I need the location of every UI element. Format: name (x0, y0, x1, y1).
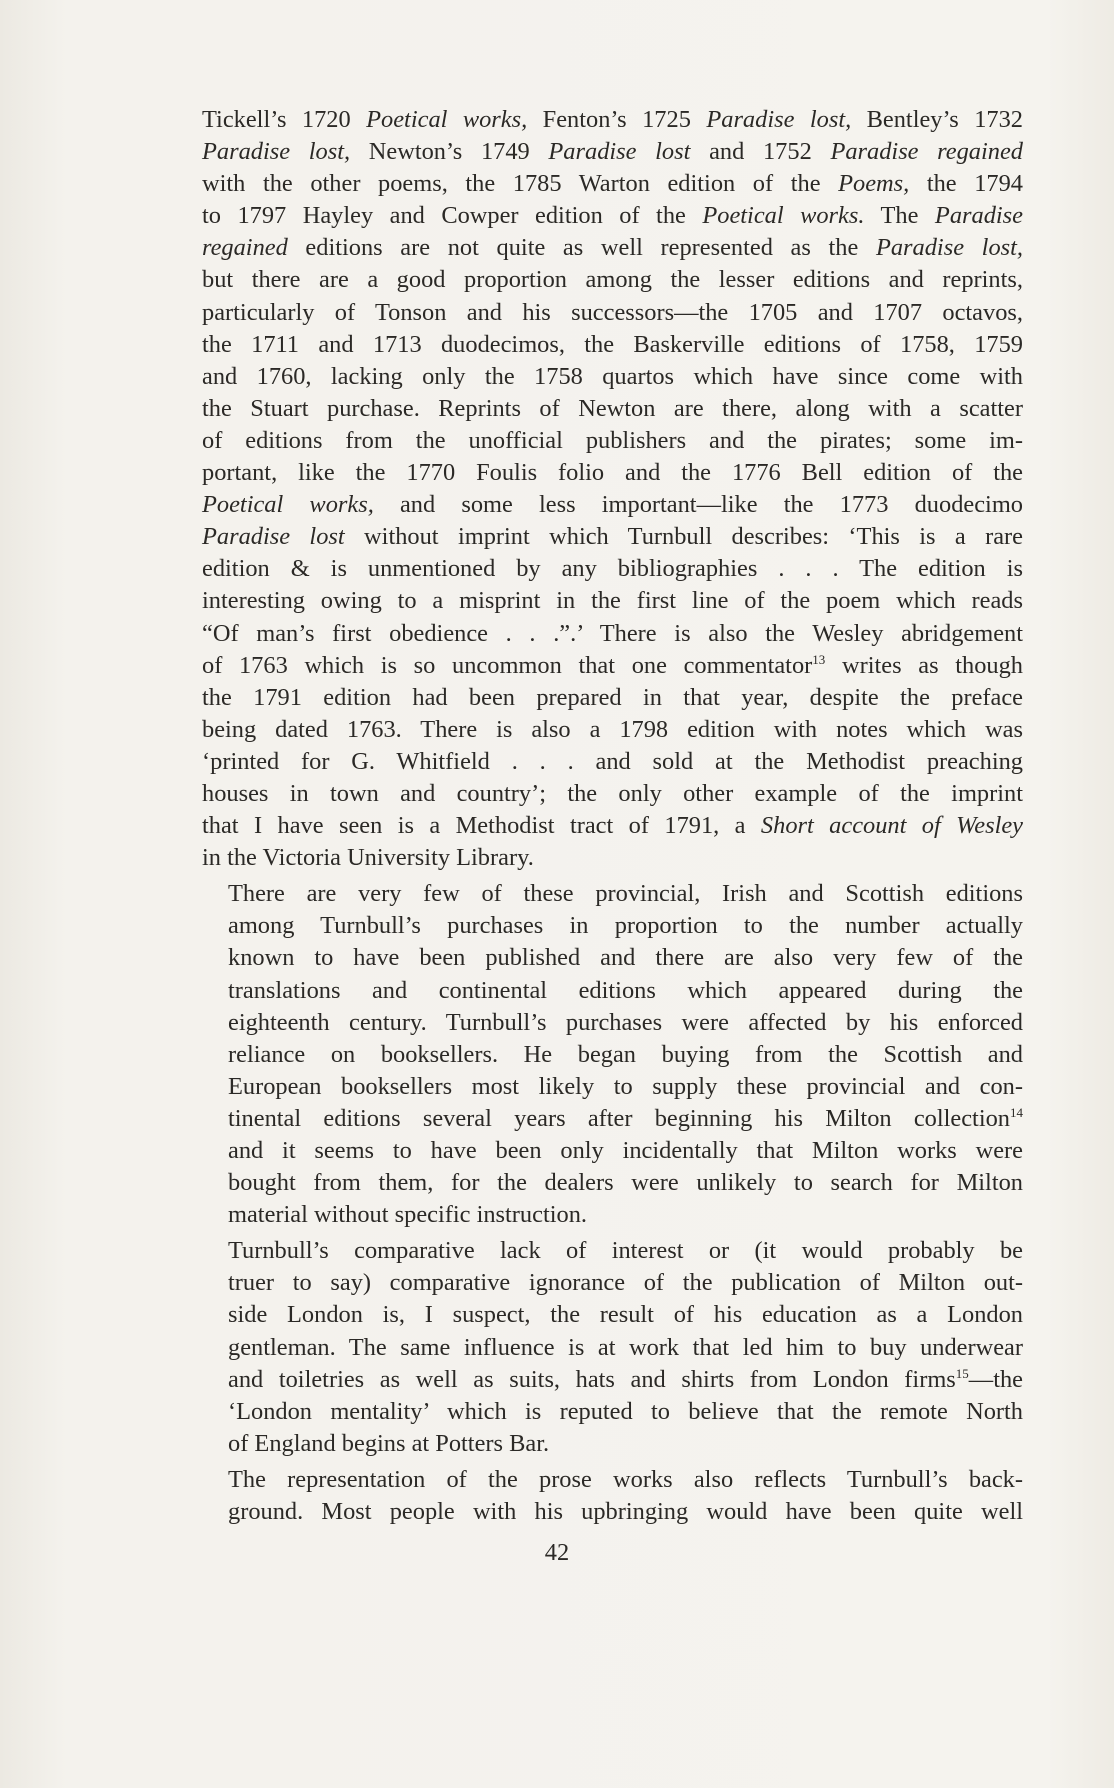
text-line: and it seems to have been only incidentally that Milton works were (228, 1137, 1023, 1164)
text-line: known to have been published and there are also very few of the (228, 944, 1023, 972)
text-line: interesting owing to a misprint in the first line of the poem which reads (202, 587, 1023, 615)
text-line: gentleman. The same influence is at work that led him to buy underwear (228, 1333, 1023, 1361)
body-text (202, 104, 1023, 1528)
text-line: truer to say) comparative ignorance of the publication of Milton out- (228, 1269, 1023, 1297)
text-line: translations and continental editions which appeared during the (228, 976, 1023, 1004)
text-line: reliance on booksellers. He began buying from the Scottish and (228, 1040, 1023, 1068)
text-line: with the other poems, the 1785 Warton edition of the Poems, the 1794 (202, 170, 1023, 198)
text-line: the Stuart purchase. Reprints of Newton are there, along with a scatter (202, 394, 1023, 422)
text-line: and 1760, lacking only the 1758 quartos which have since come with (202, 362, 1023, 390)
paragraph (202, 104, 1023, 874)
text-line: particularly of Tonson and his successors—the 1705 and 1707 octavos, (202, 298, 1023, 326)
text-line: material without specific instruction. (228, 1201, 587, 1229)
text-line: portant, like the 1770 Foulis folio and the 1776 Bell edition of the (202, 459, 1023, 487)
text-line: but there are a good proportion among the lesser editions and reprints, (202, 266, 1023, 294)
text-line: ground. Most people with his upbringing would have been quite well (228, 1498, 1023, 1526)
paragraph (202, 1235, 1023, 1460)
page-number: 42 (544, 1539, 570, 1566)
text-line: “Of man’s first obedience . . .”.’ There is also the Wesley abridgement (202, 619, 1023, 647)
text-line: to 1797 Hayley and Cowper edition of the Poetical works. The Paradise (202, 202, 1023, 230)
text-line: tinental editions several years after beginning his Milton collection$^{14}$ (228, 1104, 1023, 1132)
text-line: European booksellers most likely to supply these provincial and con- (228, 1072, 1023, 1100)
text-line: in the Victoria University Library. (202, 844, 534, 872)
text-line: edition & is unmentioned by any bibliographies . . . The edition is (202, 555, 1023, 583)
text-line: Paradise lost without imprint which Turnbull describes: ‘This is a rare (202, 523, 1023, 551)
text-line: being dated 1763. There is also a 1798 edition with notes which was (202, 715, 1023, 743)
text-line: of England begins at Potters Bar. (228, 1429, 550, 1457)
text-line: side London is, I suspect, the result of his education as a London (228, 1301, 1023, 1329)
text-line: houses in town and country’; the only other example of the imprint (202, 779, 1023, 807)
text-line: bought from them, for the dealers were unlikely to search for Milton (228, 1169, 1023, 1197)
text-line: the 1711 and 1713 duodecimos, the Baskerville editions of 1758, 1759 (202, 330, 1023, 358)
text-line: among Turnbull’s purchases in proportion to the number actually (228, 912, 1023, 940)
text-line: the 1791 edition had been prepared in that year, despite the preface (202, 683, 1023, 711)
text-line: Tickell’s 1720 Poetical works, Fenton’s 1725 Paradise lost, Bentley’s 1732 (202, 106, 1023, 133)
text-line: that I have seen is a Methodist tract of 1791, a Short account of Wesley (202, 812, 1024, 840)
text-line: The representation of the prose works also reflects Turnbull’s back- (228, 1465, 1023, 1493)
text-line: ‘printed for G. Whitfield . . . and sold at the Methodist preaching (202, 747, 1023, 775)
text-line: Poetical works, and some less important—like the 1773 duodecimo (202, 491, 1023, 519)
text-line: of 1763 which is so uncommon that one commentator$^{13}$ writes as though (202, 651, 1023, 679)
text-line: regained editions are not quite as well represented as the Paradise lost, (202, 234, 1023, 262)
paragraph (202, 1464, 1023, 1528)
text-line: There are very few of these provincial, Irish and Scottish editions (228, 880, 1023, 908)
text-line: and toiletries as well as suits, hats and shirts from London firms$^{15}$—the (228, 1365, 1023, 1393)
paragraph (202, 878, 1023, 1231)
text-line: Paradise lost, Newton’s 1749 Paradise lost and 1752 Paradise regained (202, 138, 1023, 166)
text-line: eighteenth century. Turnbull’s purchases were affected by his enforced (228, 1008, 1023, 1036)
text-line: ‘London mentality’ which is reputed to believe that the remote North (228, 1397, 1023, 1425)
text-line: Turnbull’s comparative lack of interest or (it would probably be (228, 1237, 1023, 1265)
text-line: of editions from the unofficial publishers and the pirates; some im- (202, 426, 1023, 454)
